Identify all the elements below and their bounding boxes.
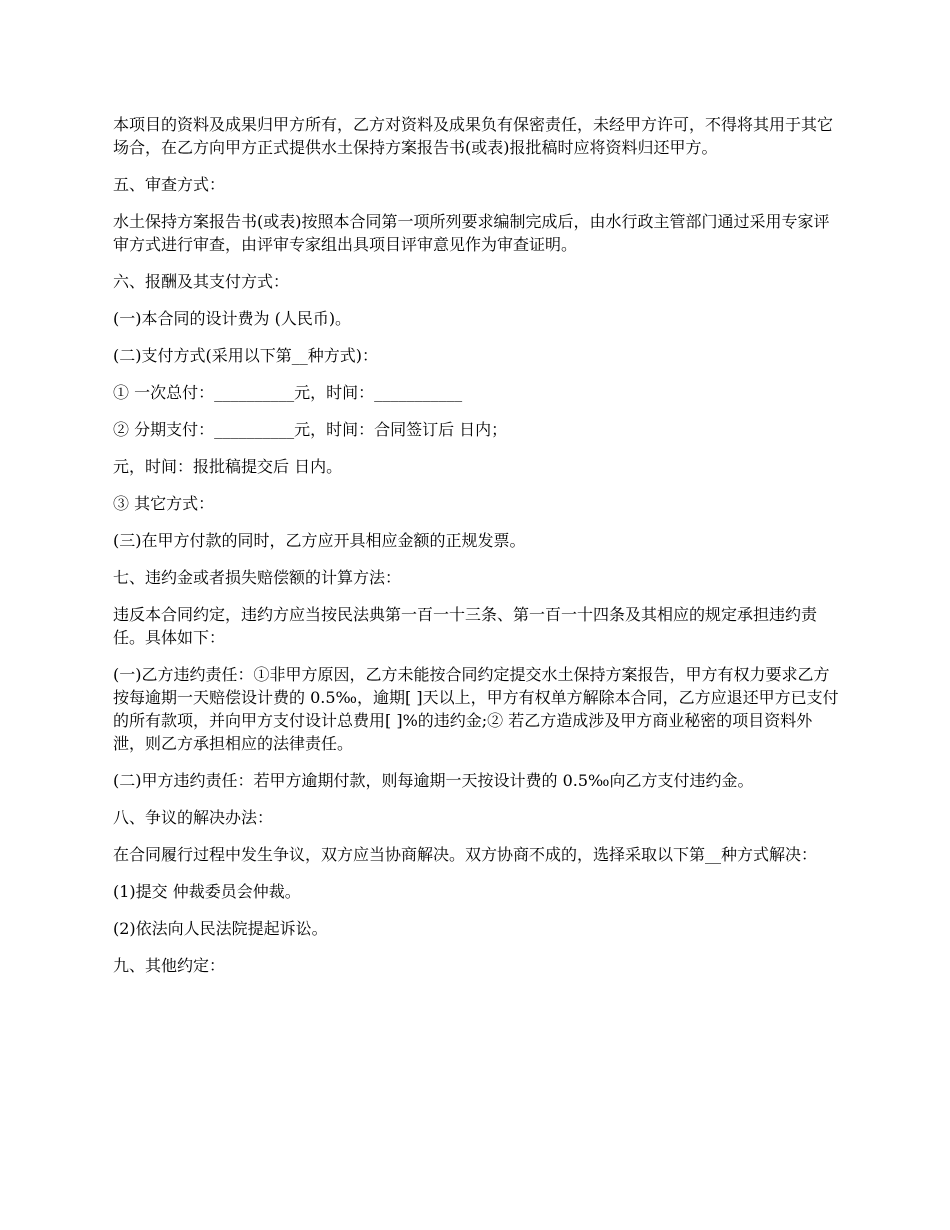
section-heading-payment: 六、报酬及其支付方式：	[113, 272, 290, 291]
section-heading-review-method: 五、审查方式：	[113, 175, 226, 194]
paragraph-dispute: 在合同履行过程中发生争议，双方应当协商解决。双方协商不成的，选择采取以下第__种方式解决：	[113, 845, 818, 864]
paragraph-party-b-liability: (一)乙方违约责任：①非甲方原因，乙方未能按合同约定提交水土保持方案报告，甲方有权力要求乙方按每逾期一天赔偿设计费的 0.5‰，逾期[ ]天以上，甲方有权单方解除本合同，乙方应退还甲方已支付的所有款项，并向甲方支付设计总费用[ ]%的违约金;② 若乙方造成涉及甲方商业秘密的项目资料外泄，则乙方承担相应的法律责任。	[113, 665, 839, 753]
paragraph-penalty-general: 违反本合同约定，违约方应当按民法典第一百一十三条、第一百一十四条及其相应的规定承担违约责任。具体如下：	[113, 605, 818, 647]
paragraph-design-fee: (一)本合同的设计费为 (人民币)。	[113, 309, 352, 328]
section-heading-penalty: 七、违约金或者损失赔偿额的计算方法：	[113, 568, 402, 587]
paragraph-arbitration: (1)提交 仲裁委员会仲裁。	[113, 882, 301, 901]
paragraph-litigation: (2)依法向人民法院提起诉讼。	[113, 919, 328, 938]
document-body	[113, 113, 839, 991]
paragraph-installment-second: 元，时间：报批稿提交后 日内。	[113, 457, 343, 476]
paragraph-lump-sum: ① 一次总付：__________元，时间：___________	[113, 383, 463, 402]
section-heading-dispute: 八、争议的解决办法：	[113, 808, 274, 827]
paragraph-party-a-liability: (二)甲方违约责任：若甲方逾期付款，则每逾期一天按设计费的 0.5‰向乙方支付违约金。	[113, 771, 754, 790]
paragraph-installment: ② 分期支付：__________元，时间：合同签订后 日内；	[113, 420, 508, 439]
paragraph-payment-method: (二)支付方式(采用以下第__种方式)：	[113, 346, 378, 365]
paragraph-review-method: 水土保持方案报告书(或表)按照本合同第一项所列要求编制完成后，由水行政主管部门通过采用专家评审方式进行审查，由评审专家组出具项目评审意见作为审查证明。	[113, 212, 830, 254]
paragraph-invoice: (三)在甲方付款的同时，乙方应开具相应金额的正规发票。	[113, 531, 526, 550]
section-heading-other: 九、其他约定：	[113, 956, 226, 975]
paragraph-other-method: ③ 其它方式：	[113, 494, 215, 513]
paragraph-confidentiality: 本项目的资料及成果归甲方所有，乙方对资料及成果负有保密责任，未经甲方许可，不得将其用于其它场合，在乙方向甲方正式提供水土保持方案报告书(或表)报批稿时应将资料归还甲方。	[113, 115, 834, 157]
